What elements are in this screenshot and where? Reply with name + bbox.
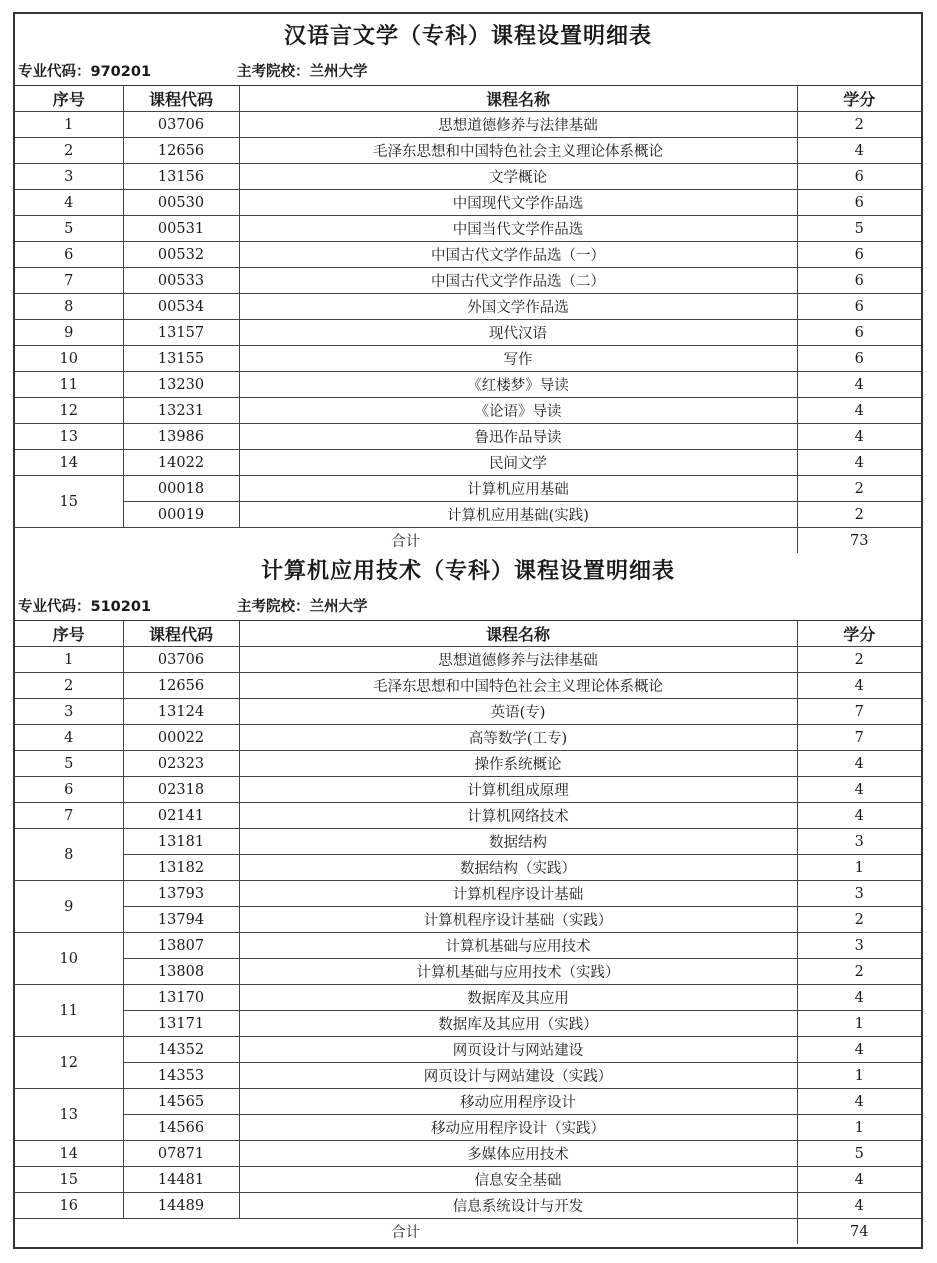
course-credit: 4 xyxy=(797,1167,921,1193)
course-code: 13794 xyxy=(123,907,239,933)
course-code: 13124 xyxy=(123,699,239,725)
course-credit: 4 xyxy=(797,803,921,829)
course-name: 中国当代文学作品选 xyxy=(239,216,797,242)
document-frame xyxy=(13,12,923,1249)
course-code: 00532 xyxy=(123,242,239,268)
course-credit: 3 xyxy=(797,829,921,855)
total-label: 合计 xyxy=(15,528,797,554)
section-title: 汉语言文学（专科）课程设置明细表 xyxy=(283,24,652,49)
row-number: 10 xyxy=(15,346,123,372)
course-credit: 6 xyxy=(797,294,921,320)
table-row xyxy=(15,268,921,294)
section-info xyxy=(15,60,921,85)
course-name: 思想道德修养与法律基础 xyxy=(239,647,797,673)
table-row xyxy=(15,855,921,881)
course-code: 02323 xyxy=(123,751,239,777)
row-number: 15 xyxy=(15,476,123,528)
course-code: 13181 xyxy=(123,829,239,855)
course-name: 移动应用程序设计 xyxy=(239,1089,797,1115)
course-name: 高等数学(工专) xyxy=(239,725,797,751)
course-name: 文学概论 xyxy=(239,164,797,190)
course-code: 14353 xyxy=(123,1063,239,1089)
course-code: 13170 xyxy=(123,985,239,1011)
section-chinese-literature xyxy=(15,14,921,553)
course-name: 信息安全基础 xyxy=(239,1167,797,1193)
course-code: 03706 xyxy=(123,647,239,673)
course-table xyxy=(15,85,921,553)
total-credits: 74 xyxy=(797,1219,921,1245)
course-credit: 4 xyxy=(797,398,921,424)
course-credit: 6 xyxy=(797,164,921,190)
header-credit: 学分 xyxy=(797,621,921,647)
table-row xyxy=(15,372,921,398)
course-credit: 4 xyxy=(797,372,921,398)
table-row xyxy=(15,829,921,855)
row-number: 10 xyxy=(15,933,123,985)
section-title: 计算机应用技术（专科）课程设置明细表 xyxy=(260,559,675,584)
row-number: 2 xyxy=(15,138,123,164)
course-name: 英语(专) xyxy=(239,699,797,725)
course-code: 14481 xyxy=(123,1167,239,1193)
course-name: 计算机基础与应用技术（实践） xyxy=(239,959,797,985)
table-row xyxy=(15,398,921,424)
table-row xyxy=(15,1141,921,1167)
course-credit: 6 xyxy=(797,190,921,216)
row-number: 12 xyxy=(15,1037,123,1089)
table-row xyxy=(15,1037,921,1063)
course-code: 13230 xyxy=(123,372,239,398)
course-credit: 3 xyxy=(797,881,921,907)
course-name: 操作系统概论 xyxy=(239,751,797,777)
total-label: 合计 xyxy=(15,1219,797,1245)
course-name: 网页设计与网站建设 xyxy=(239,1037,797,1063)
table-row xyxy=(15,242,921,268)
table-row xyxy=(15,751,921,777)
header-credit: 学分 xyxy=(797,86,921,112)
header-no: 序号 xyxy=(15,86,123,112)
table-row xyxy=(15,112,921,138)
course-name: 计算机程序设计基础 xyxy=(239,881,797,907)
course-code: 13808 xyxy=(123,959,239,985)
row-number: 1 xyxy=(15,112,123,138)
course-code: 12656 xyxy=(123,673,239,699)
row-number: 8 xyxy=(15,829,123,881)
course-code: 00534 xyxy=(123,294,239,320)
section-computer-applications xyxy=(15,549,921,1244)
course-code: 14565 xyxy=(123,1089,239,1115)
course-name: 数据结构 xyxy=(239,829,797,855)
course-code: 13182 xyxy=(123,855,239,881)
course-name: 鲁迅作品导读 xyxy=(239,424,797,450)
table-row xyxy=(15,1011,921,1037)
row-number: 14 xyxy=(15,1141,123,1167)
course-code: 14566 xyxy=(123,1115,239,1141)
course-table xyxy=(15,620,921,1244)
course-code: 00530 xyxy=(123,190,239,216)
course-name: 数据库及其应用（实践） xyxy=(239,1011,797,1037)
course-code: 13156 xyxy=(123,164,239,190)
table-row xyxy=(15,933,921,959)
row-number: 11 xyxy=(15,372,123,398)
course-credit: 4 xyxy=(797,1037,921,1063)
course-code: 00019 xyxy=(123,502,239,528)
row-number: 8 xyxy=(15,294,123,320)
course-name: 《论语》导读 xyxy=(239,398,797,424)
course-name: 计算机基础与应用技术 xyxy=(239,933,797,959)
course-credit: 2 xyxy=(797,476,921,502)
table-row xyxy=(15,907,921,933)
course-credit: 6 xyxy=(797,346,921,372)
course-code: 02318 xyxy=(123,777,239,803)
course-credit: 4 xyxy=(797,673,921,699)
table-row xyxy=(15,699,921,725)
table-row xyxy=(15,1115,921,1141)
table-row xyxy=(15,190,921,216)
row-number: 4 xyxy=(15,190,123,216)
course-credit: 1 xyxy=(797,1115,921,1141)
course-name: 中国现代文学作品选 xyxy=(239,190,797,216)
course-code: 13155 xyxy=(123,346,239,372)
course-credit: 7 xyxy=(797,725,921,751)
course-code: 12656 xyxy=(123,138,239,164)
course-code: 00022 xyxy=(123,725,239,751)
course-credit: 1 xyxy=(797,1011,921,1037)
course-name: 计算机网络技术 xyxy=(239,803,797,829)
course-name: 毛泽东思想和中国特色社会主义理论体系概论 xyxy=(239,673,797,699)
row-number: 5 xyxy=(15,751,123,777)
section-info xyxy=(15,595,921,620)
table-row xyxy=(15,164,921,190)
course-credit: 6 xyxy=(797,320,921,346)
table-row xyxy=(15,424,921,450)
table-row xyxy=(15,294,921,320)
table-row xyxy=(15,881,921,907)
table-row xyxy=(15,216,921,242)
table-row xyxy=(15,985,921,1011)
course-name: 毛泽东思想和中国特色社会主义理论体系概论 xyxy=(239,138,797,164)
table-body xyxy=(15,621,921,1245)
course-name: 数据库及其应用 xyxy=(239,985,797,1011)
course-credit: 1 xyxy=(797,855,921,881)
course-name: 信息系统设计与开发 xyxy=(239,1193,797,1219)
course-credit: 3 xyxy=(797,933,921,959)
course-name: 民间文学 xyxy=(239,450,797,476)
examining-school: 主考院校：兰州大学 xyxy=(237,599,368,615)
table-row xyxy=(15,803,921,829)
course-code: 13807 xyxy=(123,933,239,959)
major-code: 专业代码：970201 xyxy=(18,64,152,80)
header-row xyxy=(15,621,921,647)
header-name: 课程名称 xyxy=(239,621,797,647)
course-code: 00018 xyxy=(123,476,239,502)
course-name: 中国古代文学作品选（二） xyxy=(239,268,797,294)
table-row xyxy=(15,502,921,528)
course-credit: 4 xyxy=(797,777,921,803)
header-no: 序号 xyxy=(15,621,123,647)
course-name: 思想道德修养与法律基础 xyxy=(239,112,797,138)
course-name: 《红楼梦》导读 xyxy=(239,372,797,398)
course-name: 网页设计与网站建设（实践） xyxy=(239,1063,797,1089)
row-number: 7 xyxy=(15,268,123,294)
row-number: 1 xyxy=(15,647,123,673)
header-row xyxy=(15,86,921,112)
table-row xyxy=(15,1167,921,1193)
course-name: 写作 xyxy=(239,346,797,372)
row-number: 4 xyxy=(15,725,123,751)
course-code: 00531 xyxy=(123,216,239,242)
course-credit: 1 xyxy=(797,1063,921,1089)
course-code: 13793 xyxy=(123,881,239,907)
course-name: 数据结构（实践） xyxy=(239,855,797,881)
row-number: 15 xyxy=(15,1167,123,1193)
course-code: 14022 xyxy=(123,450,239,476)
table-row xyxy=(15,725,921,751)
row-number: 2 xyxy=(15,673,123,699)
course-name: 中国古代文学作品选（一） xyxy=(239,242,797,268)
row-number: 3 xyxy=(15,164,123,190)
row-number: 16 xyxy=(15,1193,123,1219)
row-number: 3 xyxy=(15,699,123,725)
table-row xyxy=(15,476,921,502)
examining-school: 主考院校：兰州大学 xyxy=(237,64,368,80)
course-code: 13171 xyxy=(123,1011,239,1037)
table-row xyxy=(15,777,921,803)
course-code: 14352 xyxy=(123,1037,239,1063)
course-credit: 2 xyxy=(797,502,921,528)
row-number: 9 xyxy=(15,881,123,933)
course-credit: 4 xyxy=(797,450,921,476)
course-credit: 4 xyxy=(797,985,921,1011)
course-credit: 2 xyxy=(797,112,921,138)
table-row xyxy=(15,1193,921,1219)
course-code: 00533 xyxy=(123,268,239,294)
course-credit: 4 xyxy=(797,424,921,450)
course-code: 02141 xyxy=(123,803,239,829)
course-credit: 2 xyxy=(797,647,921,673)
table-row xyxy=(15,138,921,164)
course-credit: 4 xyxy=(797,138,921,164)
header-code: 课程代码 xyxy=(123,86,239,112)
row-number: 6 xyxy=(15,777,123,803)
row-number: 7 xyxy=(15,803,123,829)
row-number: 13 xyxy=(15,1089,123,1141)
table-row xyxy=(15,346,921,372)
course-code: 03706 xyxy=(123,112,239,138)
row-number: 5 xyxy=(15,216,123,242)
header-code: 课程代码 xyxy=(123,621,239,647)
course-credit: 7 xyxy=(797,699,921,725)
course-credit: 4 xyxy=(797,1193,921,1219)
row-number: 13 xyxy=(15,424,123,450)
course-code: 13986 xyxy=(123,424,239,450)
course-code: 13157 xyxy=(123,320,239,346)
course-name: 现代汉语 xyxy=(239,320,797,346)
table-row xyxy=(15,450,921,476)
row-number: 14 xyxy=(15,450,123,476)
course-credit: 6 xyxy=(797,242,921,268)
total-credits: 73 xyxy=(797,528,921,554)
table-row xyxy=(15,673,921,699)
course-credit: 5 xyxy=(797,216,921,242)
row-number: 9 xyxy=(15,320,123,346)
row-number: 12 xyxy=(15,398,123,424)
major-code: 专业代码：510201 xyxy=(18,599,152,615)
row-number: 11 xyxy=(15,985,123,1037)
course-credit: 6 xyxy=(797,268,921,294)
table-row xyxy=(15,1089,921,1115)
course-name: 多媒体应用技术 xyxy=(239,1141,797,1167)
course-credit: 4 xyxy=(797,1089,921,1115)
course-code: 07871 xyxy=(123,1141,239,1167)
table-row xyxy=(15,1063,921,1089)
course-credit: 5 xyxy=(797,1141,921,1167)
course-credit: 4 xyxy=(797,751,921,777)
course-credit: 2 xyxy=(797,907,921,933)
table-row xyxy=(15,647,921,673)
table-row xyxy=(15,959,921,985)
row-number: 6 xyxy=(15,242,123,268)
course-code: 13231 xyxy=(123,398,239,424)
header-name: 课程名称 xyxy=(239,86,797,112)
course-credit: 2 xyxy=(797,959,921,985)
total-row xyxy=(15,1219,921,1245)
course-name: 移动应用程序设计（实践） xyxy=(239,1115,797,1141)
course-name: 计算机应用基础 xyxy=(239,476,797,502)
table-row xyxy=(15,320,921,346)
course-code: 14489 xyxy=(123,1193,239,1219)
table-body xyxy=(15,86,921,554)
course-name: 计算机应用基础(实践) xyxy=(239,502,797,528)
course-name: 计算机组成原理 xyxy=(239,777,797,803)
course-name: 计算机程序设计基础（实践） xyxy=(239,907,797,933)
course-name: 外国文学作品选 xyxy=(239,294,797,320)
